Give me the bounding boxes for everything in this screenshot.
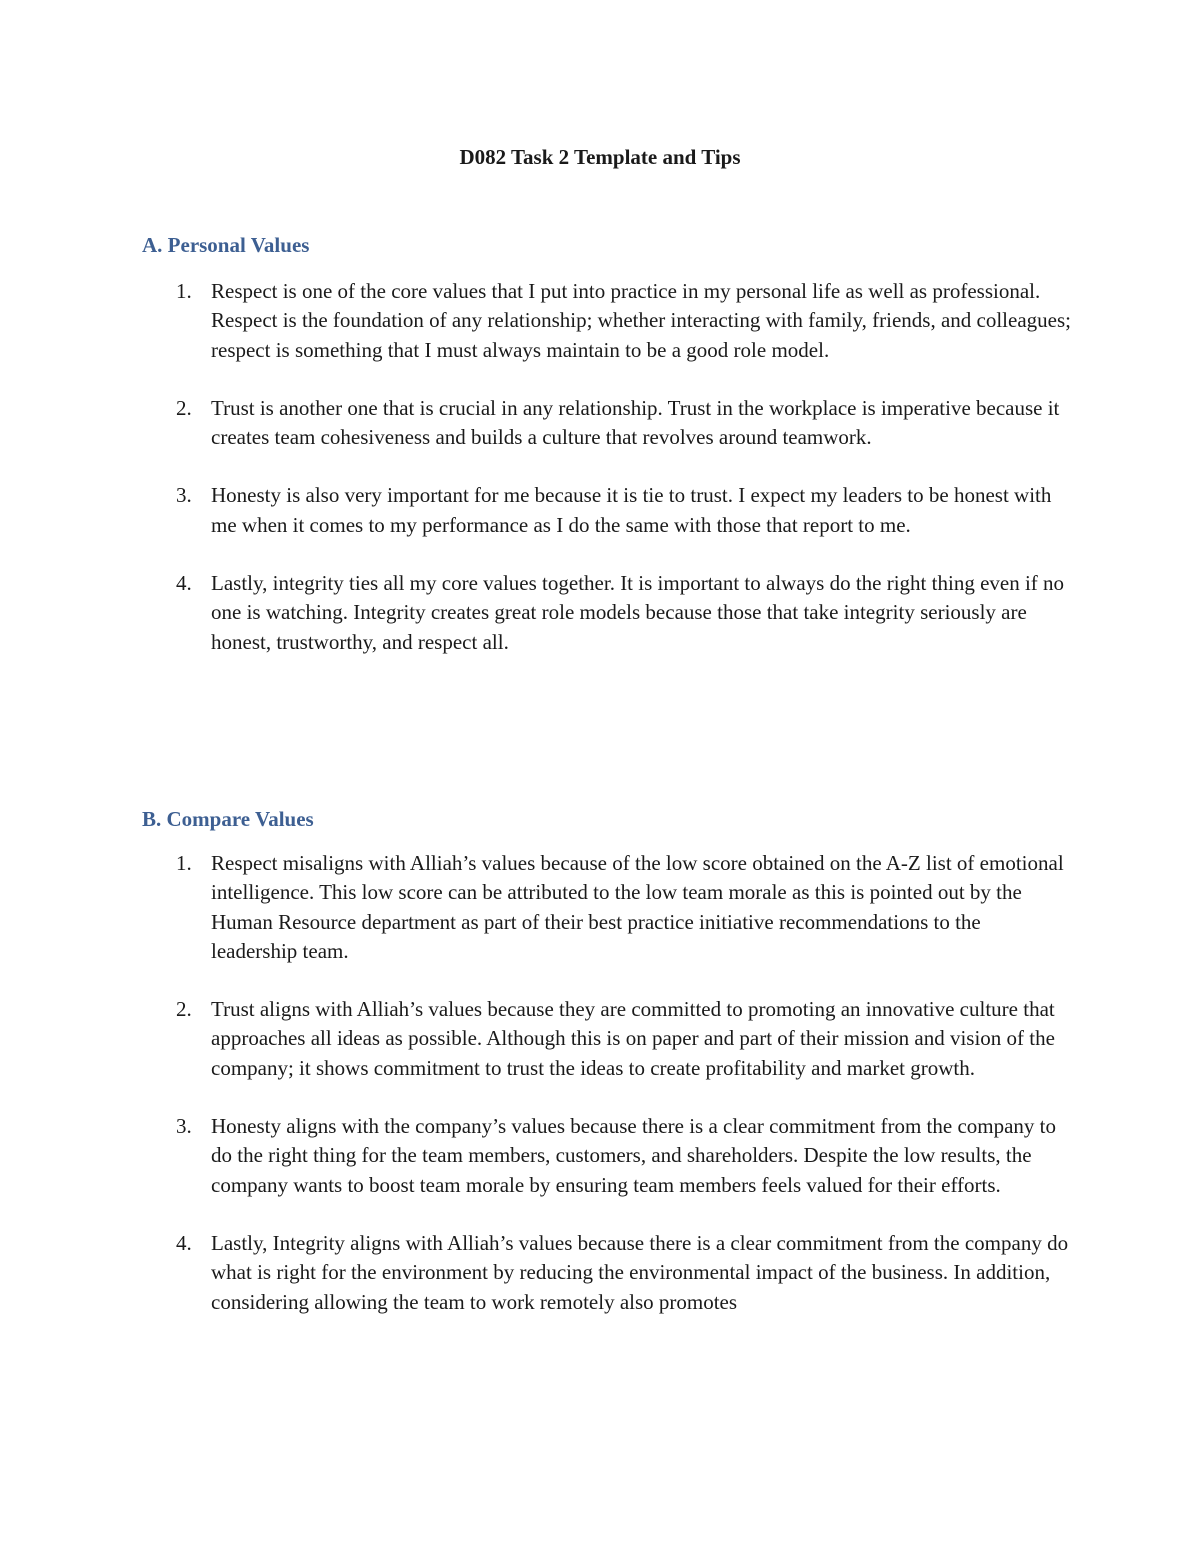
list-item bbox=[142, 1229, 1072, 1317]
list-item bbox=[142, 394, 1072, 453]
list-item bbox=[142, 1112, 1072, 1200]
list-item-number: 4. bbox=[176, 1230, 192, 1255]
list-item-number: 3. bbox=[176, 483, 192, 508]
section-heading-personal-values: A. Personal Values bbox=[142, 233, 310, 257]
compare-values-list bbox=[142, 849, 1072, 1346]
list-item-text: Trust is another one that is crucial in any relationship. Trust in the workplace is imperative because it creates team cohesiveness and builds a culture that revolves around teamwork. bbox=[211, 395, 1060, 450]
personal-values-list bbox=[142, 277, 1072, 686]
list-item-text: Lastly, integrity ties all my core values together. It is important to always do the right thing even if no one is watching. Integrity creates great role models because those that take integrity seriously are honest, trustworthy, and respect all. bbox=[211, 571, 1065, 654]
document-title: D082 Task 2 Template and Tips bbox=[459, 145, 741, 169]
list-item bbox=[142, 995, 1072, 1083]
list-item-text: Honesty aligns with the company’s values because there is a clear commitment from the company to do the right thing for the team members, customers, and shareholders. Despite the low results, the company wants to boost team morale by ensuring team members feels valued for their efforts. bbox=[211, 1114, 1057, 1197]
list-item-number: 3. bbox=[176, 1114, 192, 1139]
list-item-number: 1. bbox=[176, 279, 192, 303]
list-item bbox=[142, 481, 1072, 540]
section-heading-compare-values: B. Compare Values bbox=[142, 807, 314, 831]
list-item-number: 2. bbox=[176, 997, 192, 1022]
list-item bbox=[142, 849, 1072, 966]
list-item-number: 4. bbox=[176, 571, 192, 596]
list-item-text: Trust aligns with Alliah’s values because they are committed to promoting an innovative culture that approaches all ideas as possible. Although this is on paper and part of their mission and vision of the company; it shows commitment to trust the ideas to create profitability and market growth. bbox=[211, 997, 1055, 1080]
list-item-text: Lastly, Integrity aligns with Alliah’s values because there is a clear commitment from the company do what is right for the environment by reducing the environmental impact of the business. In addition, considering allowing the team to work remotely also promotes bbox=[211, 1230, 1069, 1314]
list-item-number: 1. bbox=[176, 851, 192, 875]
list-item bbox=[142, 569, 1072, 657]
list-item-text: Respect misaligns with Alliah’s values because of the low score obtained on the A-Z list of emotional intelligence. This low score can be attributed to the low team morale as this is pointed out by the Human Resource department as part of their best practice initiative recommendations to the leadership team. bbox=[211, 851, 1064, 963]
list-item bbox=[142, 277, 1072, 365]
list-item-text: Honesty is also very important for me because it is tie to trust. I expect my leaders to be honest with me when it comes to my performance as I do the same with those that report to me. bbox=[211, 483, 1052, 537]
list-item-number: 2. bbox=[176, 395, 192, 420]
list-item-text: Respect is one of the core values that I put into practice in my personal life as well as professional. Respect is the foundation of any relationship; whether interacting with family, friends, and colleagues; respect is something that I must always maintain to be a good role model. bbox=[211, 279, 1071, 362]
